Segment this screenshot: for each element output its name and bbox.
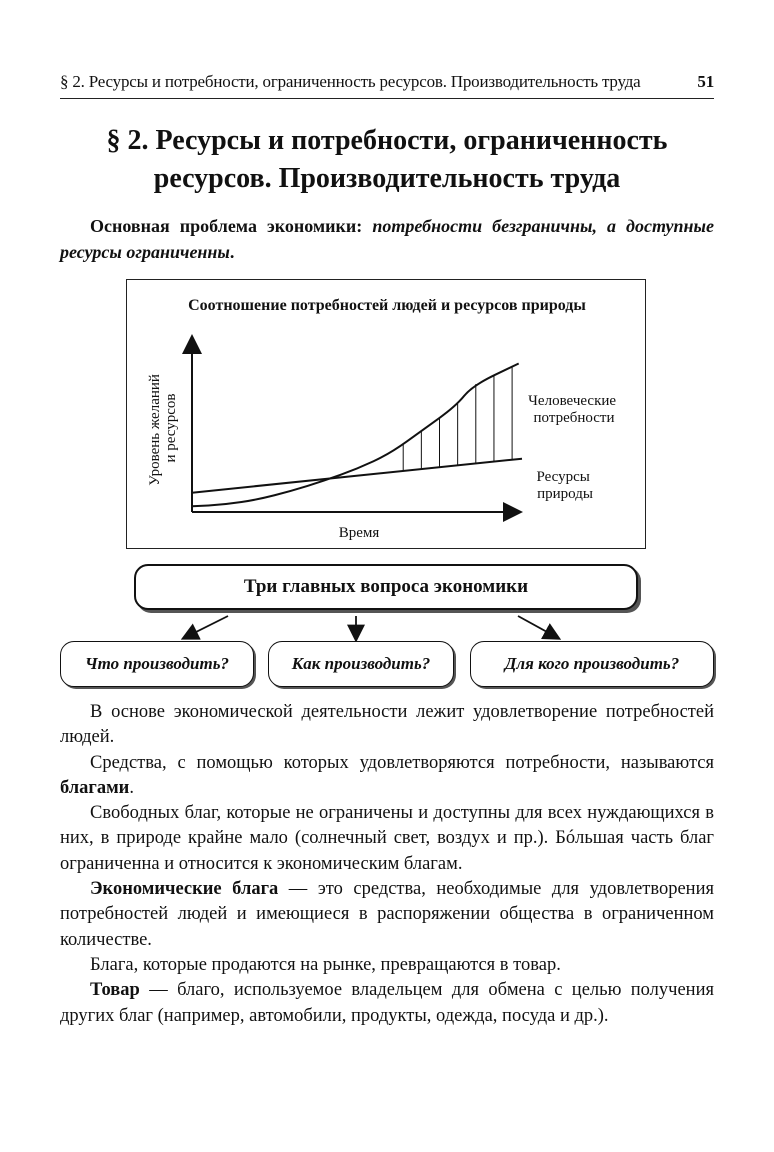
paragraph-end: . [129,777,134,798]
main-questions-box [134,564,638,610]
paragraph [60,978,714,1029]
running-header [60,72,714,99]
needs-label-line-1: Человеческие [528,393,617,409]
term-commodity: Товар [90,980,140,1001]
thesis-emphasis: потребности безграничны, а доступные ресурсы ограниченны [60,216,714,262]
page-number: 51 [697,72,714,91]
question-for-whom: Для кого производить? [470,641,714,687]
main-questions-title: Три главных вопроса экономики [243,576,529,597]
y-axis-label [147,370,179,485]
needs-label-line-2: потребности [533,410,615,426]
term-economic-goods: Экономические блага [90,879,279,900]
paragraph [60,877,714,953]
question-how: Как производить? [268,641,454,687]
chart-title: Соотношение потребностей людей и ресурсов природы [188,297,586,314]
needs-curve [192,364,519,507]
resources-label [536,469,593,502]
needs-resources-chart [127,280,647,550]
needs-label [528,393,620,426]
body-text [60,700,714,1029]
paragraph [60,700,714,751]
resources-label-line-1: Ресурсы [536,469,590,485]
paragraph-text: В основе экономической деятельности лежит удовлетворение потребностей людей. [60,702,714,748]
thesis-lead: Основная проблема экономики: [90,216,373,236]
paragraph [60,751,714,802]
resources-line [192,459,522,493]
thesis-end: . [229,242,235,262]
paragraph-text: — благо, используемое владельцем для обмена с целью получения других благ (например, автомобили, продукты, одежда, посуда и др.). [60,980,714,1026]
paragraph [60,953,714,978]
x-axis-label: Время [338,525,380,541]
paragraph-text: Блага, которые продаются на рынке, превращаются в товар. [90,954,561,975]
paragraph-text: Свободных благ, которые не ограничены и доступны для всех нуждающихся в них, в природе крайне мало (солнечный свет, воздух и пр.). Бóльшая часть благ ограниченна и относится к экономическим благам. [60,803,714,874]
chapter-title: § 2. Ресурсы и потребности, ограниченность ресурсов. Производительность труда [106,125,668,194]
thesis [60,213,714,265]
y-axis-label-line-1: Уровень желаний [147,374,163,486]
paragraph-text: Средства, с помощью которых удовлетворяются потребности, называются [90,752,714,773]
term-goods: благами [60,777,130,798]
resources-label-line-2: природы [537,486,593,502]
paragraph [60,801,714,877]
gap-hatching [403,367,512,471]
question-arrows [0,610,774,644]
running-header-text: § 2. Ресурсы и потребности, ограниченность ресурсов. Производительность труда [60,72,641,91]
question-what: Что производить? [60,641,254,687]
y-axis-label-line-2: и ресурсов [163,393,179,463]
arrow-to-whom [518,616,558,638]
arrow-to-what [184,616,228,638]
paragraph-text: — это средства, необходимые для удовлетворения потребностей людей и имеющиеся в распоряжении общества в ограниченном количестве. [60,879,714,950]
chart-box [126,279,646,549]
